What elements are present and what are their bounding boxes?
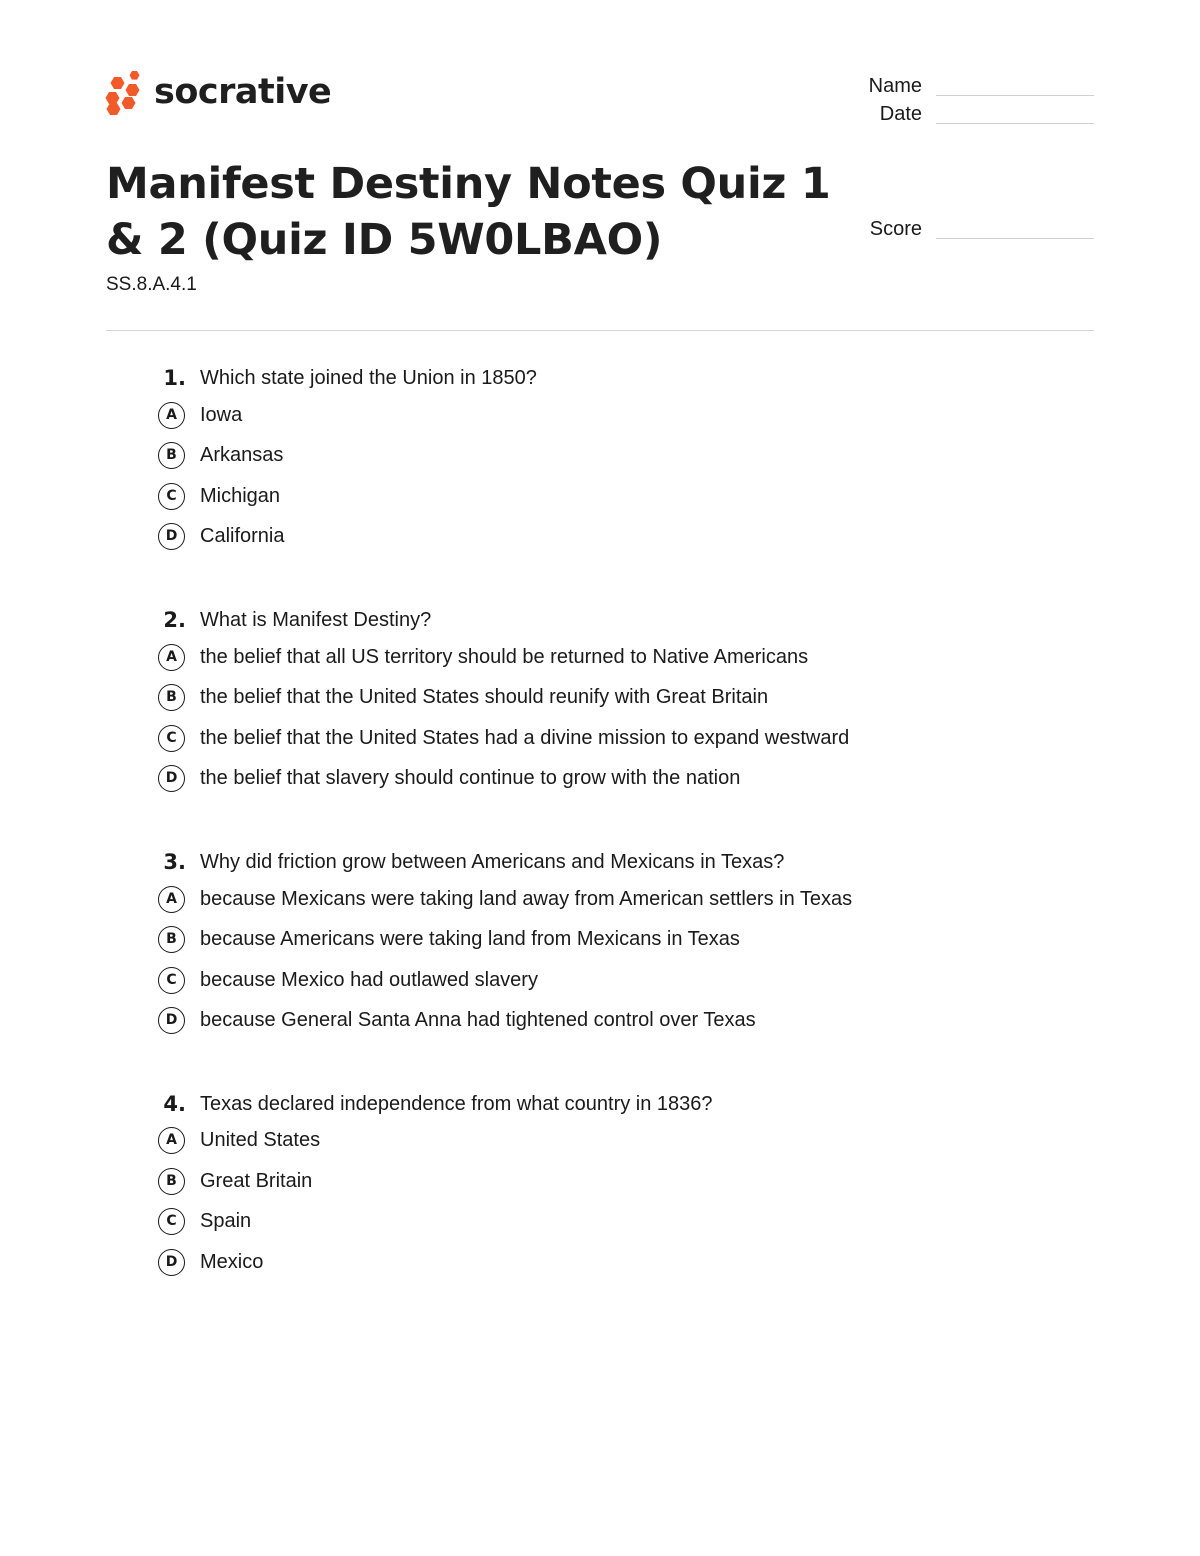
question-text: What is Manifest Destiny?: [200, 609, 432, 631]
option-text: the belief that the United States should reunify with Great Britain: [200, 686, 769, 708]
date-label: Date: [879, 103, 922, 125]
option-text: Spain: [200, 1210, 252, 1232]
score-label: Score: [869, 218, 922, 240]
question-text: Why did friction grow between Americans and Mexicans in Texas?: [200, 851, 785, 873]
question-text: Texas declared independence from what country in 1836?: [200, 1093, 713, 1115]
option-d[interactable]: [156, 1004, 756, 1036]
question-2: [156, 606, 1056, 789]
score-line[interactable]: [936, 238, 1094, 239]
option-d[interactable]: [156, 762, 740, 794]
answer-bubble[interactable]: C: [158, 1208, 185, 1235]
option-text: because Mexicans were taking land away from American settlers in Texas: [200, 888, 853, 910]
question-number: 4.: [163, 1092, 186, 1116]
option-b[interactable]: [156, 1165, 312, 1197]
option-text: because Mexico had outlawed slavery: [200, 969, 538, 991]
question-number: 2.: [163, 608, 186, 632]
option-d[interactable]: [156, 520, 284, 552]
option-text: California: [200, 525, 285, 547]
question-number: 1.: [163, 366, 186, 390]
socrative-logo: [104, 68, 331, 116]
question-text: Which state joined the Union in 1850?: [200, 367, 537, 389]
option-a[interactable]: [156, 883, 852, 915]
option-c[interactable]: [156, 964, 538, 996]
option-text: because General Santa Anna had tightened control over Texas: [200, 1009, 756, 1031]
question-4: [156, 1090, 1056, 1273]
question-number: 3.: [163, 850, 186, 874]
answer-bubble[interactable]: D: [158, 765, 185, 792]
option-b[interactable]: [156, 439, 283, 471]
option-text: Great Britain: [200, 1170, 313, 1192]
option-text: the belief that all US territory should be returned to Native Americans: [200, 646, 809, 668]
option-text: Mexico: [200, 1251, 264, 1273]
answer-bubble[interactable]: A: [158, 1127, 185, 1154]
answer-bubble[interactable]: B: [158, 1168, 185, 1195]
option-a[interactable]: [156, 399, 242, 431]
socrative-wordmark: socrative: [154, 72, 332, 112]
option-text: United States: [200, 1129, 321, 1151]
option-text: Michigan: [200, 485, 281, 507]
answer-bubble[interactable]: D: [158, 1249, 185, 1276]
option-text: Arkansas: [200, 444, 284, 466]
answer-bubble[interactable]: A: [158, 644, 185, 671]
question-header: [156, 364, 1056, 392]
answer-bubble[interactable]: C: [158, 725, 185, 752]
date-line[interactable]: [936, 123, 1094, 124]
option-a[interactable]: [156, 641, 808, 673]
answer-bubble[interactable]: B: [158, 442, 185, 469]
answer-bubble[interactable]: A: [158, 886, 185, 913]
option-text: because Americans were taking land from Mexicans in Texas: [200, 928, 740, 950]
answer-bubble[interactable]: B: [158, 926, 185, 953]
answer-bubble[interactable]: D: [158, 523, 185, 550]
option-a[interactable]: [156, 1124, 320, 1156]
name-line[interactable]: [936, 95, 1094, 96]
question-header: [156, 1090, 1056, 1118]
option-text: the belief that the United States had a divine mission to expand westward: [200, 727, 850, 749]
quiz-standard: SS.8.A.4.1: [106, 274, 197, 295]
header-divider: [106, 330, 1094, 331]
name-label: Name: [868, 75, 922, 97]
question-header: [156, 848, 1056, 876]
question-3: [156, 848, 1056, 1031]
answer-bubble[interactable]: C: [158, 967, 185, 994]
question-1: [156, 364, 1056, 547]
answer-bubble[interactable]: A: [158, 402, 185, 429]
option-text: Iowa: [200, 404, 243, 426]
option-text: the belief that slavery should continue to grow with the nation: [200, 767, 741, 789]
quiz-title: Manifest Destiny Notes Quiz 1 & 2 (Quiz ID 5W0LBAO): [106, 159, 831, 265]
date-field[interactable]: [802, 102, 1094, 126]
question-header: [156, 606, 1056, 634]
option-b[interactable]: [156, 681, 768, 713]
option-d[interactable]: [156, 1246, 263, 1278]
name-field[interactable]: [802, 74, 1094, 98]
option-c[interactable]: [156, 722, 849, 754]
option-b[interactable]: [156, 923, 740, 955]
answer-bubble[interactable]: C: [158, 483, 185, 510]
option-c[interactable]: [156, 480, 280, 512]
option-c[interactable]: [156, 1205, 251, 1237]
answer-bubble[interactable]: B: [158, 684, 185, 711]
socrative-logo-icon: [104, 68, 142, 116]
answer-bubble[interactable]: D: [158, 1007, 185, 1034]
